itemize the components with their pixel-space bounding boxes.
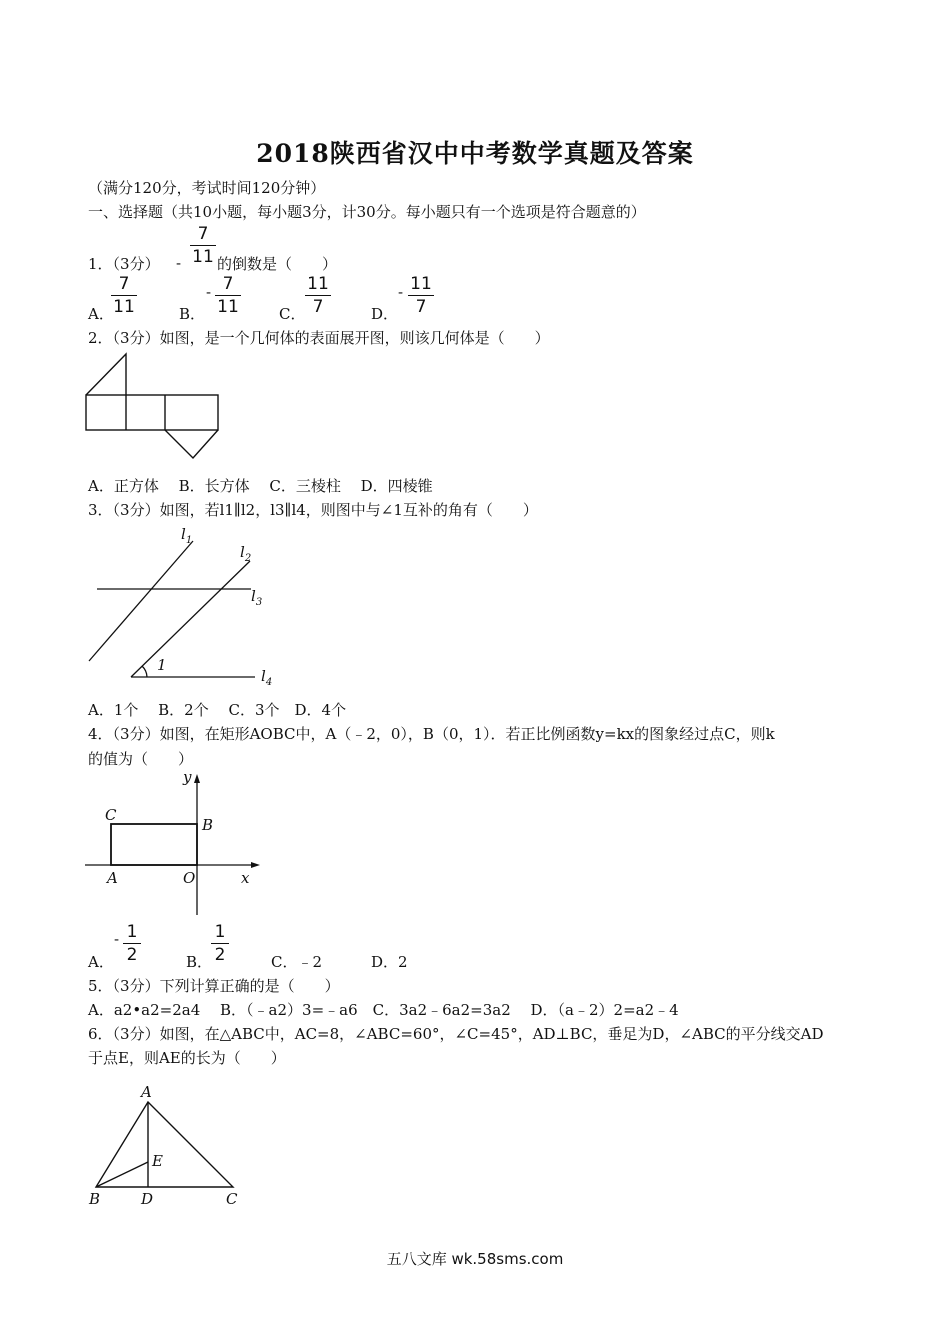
q6-text-line1: 6．（3分）如图，在△ABC中，AC=8，∠ABC=60°，∠C=45°，AD⊥BC，垂足为D，∠ABC的平分线交AD [88, 1025, 824, 1043]
q4-option-b-fraction [211, 922, 229, 965]
q1-option-a-fraction [111, 274, 137, 317]
numerator: 7 [118, 274, 130, 294]
fraction-bar [305, 295, 331, 296]
net-top-triangle [86, 354, 126, 395]
svg-text:D: D [141, 1190, 154, 1208]
svg-text:C: C [105, 806, 117, 824]
fraction-bar [190, 245, 216, 246]
numerator: 7 [222, 274, 234, 294]
denominator: 7 [415, 297, 427, 317]
fraction-bar [215, 295, 241, 296]
q4-option-a-label: A． [88, 953, 114, 971]
denominator: 2 [126, 945, 138, 965]
q5-options: A．a2•a2=2a4 B．（﹣a2）3=﹣a6 C．3a2﹣6a2=3a2 D．（a﹣2）2=a2﹣4 [88, 1001, 679, 1019]
q1-minus-sign: - [176, 254, 182, 272]
q1-prefix: 1．（3分） [88, 255, 160, 273]
svg-text:E: E [152, 1152, 163, 1170]
svg-text:B: B [89, 1190, 101, 1208]
q1-fraction [190, 224, 216, 267]
svg-text:A: A [107, 869, 118, 887]
angle-1-label: 1 [157, 656, 167, 674]
section-heading: 一、选择题（共10小题，每小题3分，计30分。每小题只有一个选项是符合题意的） [88, 203, 646, 221]
q1-option-c-fraction [305, 274, 331, 317]
q1-option-a-label: A． [88, 305, 114, 323]
q2-options: A．正方体 B．长方体 C．三棱柱 D．四棱锥 [88, 477, 433, 495]
q4-option-a-fraction [123, 922, 141, 965]
q3-parallel-lines-figure [85, 525, 285, 695]
q4-option-a-sign: - [114, 930, 120, 948]
q4-text-line2: 的值为（ ） [88, 750, 194, 768]
svg-text:l3: $l_3$ [251, 587, 263, 608]
q6-text-line2: 于点E，则AE的长为（ ） [88, 1049, 286, 1067]
q4-option-c: C．﹣2 [271, 953, 323, 971]
page-title: 2018陕西省汉中中考数学真题及答案 [256, 139, 694, 168]
denominator: 11 [113, 297, 135, 317]
fraction-bar [408, 295, 434, 296]
q3-text: 3．（3分）如图，若l1∥l2，l3∥l4，则图中与∠1互补的角有（ ） [88, 501, 538, 519]
q1-option-d-label: D． [371, 305, 399, 323]
q4-option-d: D．2 [371, 953, 408, 971]
triangle-abc [96, 1102, 233, 1187]
angle-1-arc [142, 666, 147, 677]
denominator: 11 [217, 297, 239, 317]
line-l2 [131, 561, 250, 677]
fraction-bar [111, 295, 137, 296]
svg-text:B: B [202, 816, 214, 834]
svg-text:l1: $l_1$ [181, 525, 193, 546]
q1-denominator: 11 [192, 247, 214, 267]
x-axis-arrow [251, 862, 260, 868]
svg-text:C: C [226, 1190, 238, 1208]
net-rectangle [86, 395, 218, 430]
q1-option-b-sign: - [206, 283, 212, 301]
q1-option-d-sign: - [398, 283, 404, 301]
numerator: 11 [307, 274, 329, 294]
svg-text:l4: $l_4$ [261, 667, 273, 688]
q1-numerator: 7 [197, 224, 209, 244]
q2-text: 2．（3分）如图，是一个几何体的表面展开图，则该几何体是（ ） [88, 329, 550, 347]
q1-option-d-fraction [408, 274, 434, 317]
q3-options: A．1个 B．2个 C．3个 D．4个 [88, 701, 347, 719]
q4-option-b-label: B． [186, 953, 213, 971]
net-bottom-triangle [165, 430, 218, 458]
q1-option-b-label: B． [179, 305, 206, 323]
y-axis-arrow [194, 774, 200, 783]
fraction-bar [211, 943, 229, 944]
q1-option-c-label: C． [279, 305, 306, 323]
q1-suffix: 的倒数是（ ） [217, 255, 338, 273]
svg-text:x: x [241, 869, 250, 887]
line-l1 [89, 541, 193, 661]
q4-text-line1: 4．（3分）如图，在矩形AOBC中，A（﹣2，0），B（0，1）．若正比例函数y=kx的图象经过点C，则k [88, 725, 775, 743]
svg-text:y: y [183, 768, 192, 786]
q6-triangle-figure [85, 1080, 255, 1215]
denominator: 7 [312, 297, 324, 317]
q1-option-b-fraction [215, 274, 241, 317]
svg-text:O: O [183, 869, 196, 887]
q4-rectangle-figure [85, 770, 265, 920]
footer-watermark: 五八文库 wk.58sms.com [386, 1250, 564, 1268]
exam-note: （满分120分，考试时间120分钟） [88, 179, 326, 197]
rectangle-aobc [111, 824, 197, 865]
q2-net-figure [80, 350, 230, 465]
svg-text:l2: $l_2$ [240, 543, 252, 564]
q5-text: 5．（3分）下列计算正确的是（ ） [88, 977, 340, 995]
svg-text:A: A [141, 1083, 152, 1101]
denominator: 2 [214, 945, 226, 965]
numerator: 1 [214, 922, 226, 942]
numerator: 1 [126, 922, 138, 942]
fraction-bar [123, 943, 141, 944]
numerator: 11 [410, 274, 432, 294]
